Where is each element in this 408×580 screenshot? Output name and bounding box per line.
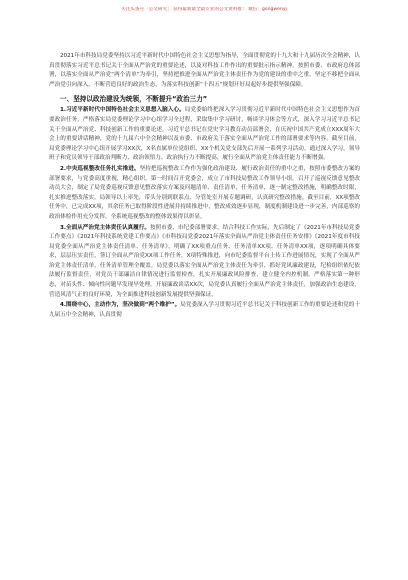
item-paragraph — [49, 224, 360, 301]
section-heading: 一、坚持以政治建设为统领，不断提升“政治三力” — [60, 95, 208, 104]
item-paragraph — [49, 106, 360, 164]
item-lead: 3.全面从严治党主体责任认真履行。 — [60, 224, 150, 231]
item-body: 局党委始终把深入学习贯彻习近平新时代中国特色社会主义思想作为首要政治任务，严格落实局党委理论学习中心组学习全过程，采取集中学习研讨，畅谈学习体会等方式，深入学习习近平总书记关于全面从严治党、科技创新工作的重要论述，习近平总书记在党史学习教育动员部署会、在庆祝中国共产党成立XXX周年大会上的重要讲话精神，党的十九届六中全会精神以及市委、市政府关于落实全面从严治党工作的部署要求等内容。截至目前，局党委理论学习中心组开展学习XX次，X名直属单位党组织、XX个机关党支部先后开展一系列学习活动。通过深入学习，领导班子和党员领导干部政治判断力、政治领悟力、政治执行力不断提高，履行全面从严治党主体责任能力不断增强。 — [49, 107, 360, 162]
item-lead: 1.习近平新时代中国特色社会主义思想入脑入心。 — [60, 107, 185, 114]
item-paragraph — [49, 301, 360, 320]
item-lead: 2.中央巡视整改任务扎实推进。 — [60, 165, 140, 172]
document-page — [49, 52, 360, 320]
item-lead: 4.围绕中心，主动作为，坚决做到“两个维护”。 — [60, 302, 181, 309]
intro-paragraph: 2021年市科技局党委坚持以习近平新时代中国特色社会主义思想为指导，全面贯彻党的十九大和十九届历次全会精神，认真贯彻落实习近平总书记关于全面从严治党的重要论述，以及对科技工作作出的重要批示指示精神，按照市委、市政府总体部署，以落实全面从严治党“两个清单”为牵引，坚持把推进全面从严治党主体责任作为党的建设的重中之重，坚定不移把全面从严治党引向深入，不断营造良好的政治生态，为落实科技创新“十四五”规划开好局起好步提供坚强保障。 — [49, 53, 360, 88]
item-body: 坚持把巡视整改工作作为强化政治建设、履行政治责任的重中之重，按照市委整改方案的部署要求，与党委高度重视，精心组织，第一时间召开党委会，成立了市科技局整改工作领导小组，召开了巡视反馈意见整改动员大会，制定了局党委巡视反馈意见整改落实方案及问题清单、责任清单、任务清单，逐一制定整改措施，明确整改时限，扎实推进整改落实。局领导以上率先，带头分别到联系点、分管处室开展专题调研，认真研究整改措施。截至目前，XX项整改任务中，已完成XX项，其余任务已取得阶段性进展并持续推进中，整改成效逐步显现，制度机制建设进一步完善，内部巡察的政治体检作用充分发挥，全系统巡视整改的整体效果得以彰显。 — [49, 165, 360, 220]
item-paragraph — [49, 165, 360, 223]
item-body: 局党委深入学习贯彻习近平总书记关于科技创新工作的重要论述和党的十九届五中全会精神，认真贯彻 — [49, 302, 360, 318]
item-body: 按照市委、市纪委部署要求，结合科技工作实际，先后制定了《2021年市科技局党委工作要点》《2021年科技系统党建工作要点》《市科技局党委2021年落实全面从严治党主体责任任务安排》《2021年度市科技局党委全面从严治党主体责任清单、任务清单》，明确了XX项重点任务、任务清单XX项、任务清单XX项，逐项明确具体要求，层层压实责任，签订全面从严治党XX项工作任务，X项特殊推进，向市纪委监督平台上传工作进展情况，实现了全面从严治党主体责任清单、任务清单管理全覆盖。局党委以落实全面从严治党主体责任为牵引，抓好党风廉政建设，纪检组织依纪依法履行监督责任，对党员干部廉洁自律情况进行监督检查，扎实开展廉政风险排查，建立健全内控机制。严格落实第一种形态，对苗头性、倾向性问题早发现早处理。开展廉政谈话XX次，局党委认真履行全面从严治党主体责任，加强政治生态建设，营造风清气正的良好环境，为全面推进科技创新发展提供坚强保证。 — [49, 224, 360, 298]
header-banner: 关注头条号「公文研究」 获得最新最全最专业的公文资料推！ 微信：gongwenyj — [121, 7, 287, 12]
